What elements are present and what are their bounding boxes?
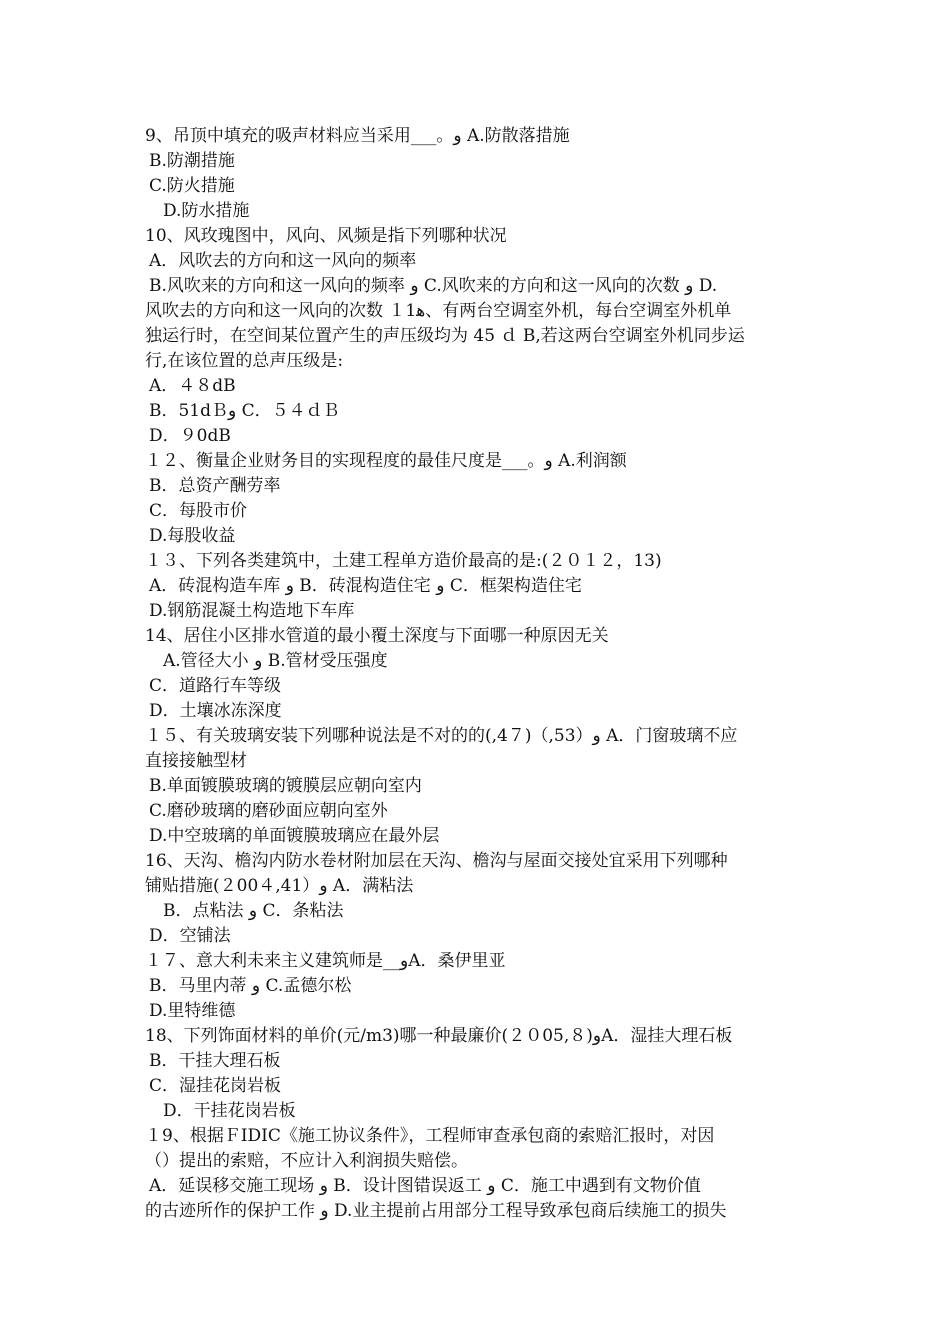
option-line: C．湿挂花岗岩板 <box>149 1076 282 1096</box>
option-line: A.管径大小 و B.管材受压强度 <box>163 651 388 671</box>
text-line: 直接接触型材 <box>145 751 247 771</box>
text-line: 行,在该位置的总声压级是: <box>145 351 344 371</box>
option-line: D.钢筋混凝土构造地下车库 <box>149 601 355 621</box>
question-14-line: 14、居住小区排水管道的最小覆土深度与下面哪一种原因无关 <box>145 626 609 646</box>
option-line: A．４８dB <box>149 376 236 396</box>
option-line: D．空铺法 <box>149 926 231 946</box>
option-line: B．点粘法 و C．条粘法 <box>163 901 344 921</box>
option-line: B．马里内蒂 و C.孟德尔松 <box>149 976 352 996</box>
option-line: D．土壤冰冻深度 <box>149 701 282 721</box>
option-line: B．总资产酬劳率 <box>149 476 281 496</box>
option-line: D.里特维德 <box>149 1001 236 1021</box>
document-body <box>145 124 810 1224</box>
option-line: B．干挂大理石板 <box>149 1051 281 1071</box>
text-line: 独运行时，在空间某位置产生的声压级均为 45 ｄ B,若这两台空调室外机同步运 <box>145 326 745 346</box>
option-line: B.单面镀膜玻璃的镀膜层应朝向室内 <box>149 776 422 796</box>
question-19-line: １9、根据ＦIDIC《施工协议条件》，工程师审查承包商的索赔汇报时，对因 <box>145 1126 715 1146</box>
option-line: A．风吹去的方向和这一风向的频率 <box>149 251 417 271</box>
question-13-line: １３、下列各类建筑中，土建工程单方造价最高的是:(２０１２，13) <box>145 551 662 571</box>
option-line: D．９0dB <box>149 426 231 446</box>
option-line: B.风吹来的方向和这一风向的频率 و C.风吹来的方向和这一风向的次数 و D. <box>149 276 718 296</box>
option-line: B.防潮措施 <box>149 151 235 171</box>
question-15-line: １５、有关玻璃安装下列哪种说法是不对的的(,4７)（,53）و A．门窗玻璃不应 <box>145 726 738 746</box>
question-11-line: 风吹去的方向和这一风向的次数 １1ﻫ、有两台空调室外机，每台空调室外机单 <box>145 301 732 321</box>
option-line: C．每股市价 <box>149 501 248 521</box>
option-line: C.磨砂玻璃的磨砂面应朝向室外 <box>149 801 388 821</box>
option-line: B．51dＢو C．５４ｄＢ <box>149 401 340 421</box>
text-line: 铺贴措施(２00４,41）و A．满粘法 <box>145 876 414 896</box>
option-line: C．道路行车等级 <box>149 676 282 696</box>
question-10-line: 10、风玫瑰图中，风向、风频是指下列哪种状况 <box>145 226 507 246</box>
question-17-line: １７、意大利未来主义建筑师是__وA．桑伊里亚 <box>145 951 506 971</box>
option-line: D.每股收益 <box>149 526 236 546</box>
option-line: A．延误移交施工现场 و B．设计图错误返工 و C．施工中遇到有文物价值 <box>149 1176 701 1196</box>
option-line: D．干挂花岗岩板 <box>163 1101 296 1121</box>
question-18-line: 18、下列饰面材料的单价(元/m3)哪一种最廉价(２０05,８)وA．湿挂大理石板 <box>145 1026 733 1046</box>
option-line: D.中空玻璃的单面镀膜玻璃应在最外层 <box>149 826 440 846</box>
question-12-line: １２、衡量企业财务目的实现程度的最佳尺度是___。و A.利润额 <box>145 451 627 471</box>
text-line: （）提出的索赔，不应计入利润损失赔偿。 <box>145 1151 468 1171</box>
option-line: C.防火措施 <box>149 176 235 196</box>
option-line: A．砖混构造车库 و B．砖混构造住宅 و C．框架构造住宅 <box>149 576 582 596</box>
question-9-line: 9、吊顶中填充的吸声材料应当采用___。‎و A.防散落措施 <box>145 126 570 146</box>
option-line: D.防水措施 <box>163 201 250 221</box>
text-line: 的古迹所作的保护工作 و D.业主提前占用部分工程导致承包商后续施工的损失 <box>145 1201 727 1221</box>
question-16-line: 16、天沟、檐沟内防水卷材附加层在天沟、檐沟与屋面交接处宜采用下列哪种 <box>145 851 728 871</box>
